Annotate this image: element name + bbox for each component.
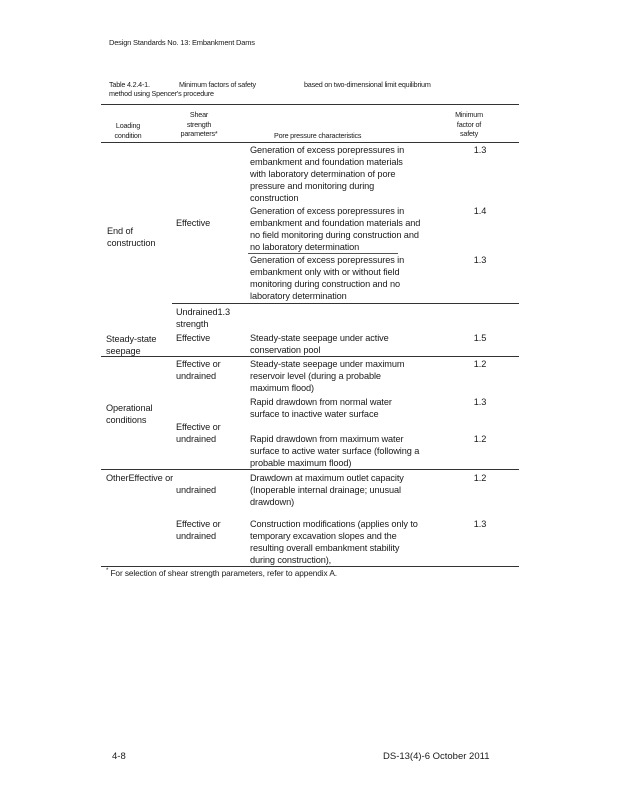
col-header-shear: Shear strength parameters* [180, 110, 218, 138]
header-bottom-rule [101, 142, 519, 143]
pore-end-3: Generation of excess porepressures in embankment only with or without field monitoring during construction and no laboratory determination [250, 255, 405, 301]
shear-operational-3: Effective or undrained [176, 422, 221, 444]
table-bottom-rule [101, 566, 519, 567]
pore-end-1: Generation of excess porepressures in embankment and foundation materials with laboratory determination of pore pressure and monitoring during construction [250, 145, 405, 203]
pore-other-2: Construction modifications (applies only to temporary excavation slopes and the resulting overall embankment stability during construction), [250, 519, 418, 565]
factor-operational-2: 1.3 [473, 397, 487, 407]
col-header-loading: Loading condition [114, 121, 142, 140]
rule-after-steady [101, 356, 519, 357]
shear-end-of-construction: Effective [176, 218, 211, 228]
col-header-factor: Minimum factor of safety [455, 110, 483, 138]
factor-other-2: 1.3 [473, 519, 487, 529]
factor-end-1: 1.3 [473, 145, 487, 155]
rule-after-operational [101, 469, 519, 470]
pore-end-2: Generation of excess porepressures in embankment and foundation materials and no field monitoring during construction and no laboratory determination [250, 206, 421, 252]
shear-other-1: undrained [176, 485, 216, 495]
col-header-pore: Pore pressure characteristics [274, 131, 362, 140]
pore-steady-state: Steady-state seepage under active conservation pool [250, 333, 389, 355]
shear-operational-1: Effective or undrained [176, 359, 221, 381]
shear-steady-state: Effective [176, 333, 211, 343]
row-label-operational: Operational conditions [106, 403, 153, 425]
factor-end-3: 1.3 [473, 255, 487, 265]
table-top-rule [101, 104, 519, 105]
factor-operational-1: 1.2 [473, 359, 487, 369]
factor-operational-3: 1.2 [473, 434, 487, 444]
page-number: 4-8 [112, 751, 126, 762]
row-label-other: OtherEffective or [106, 473, 174, 483]
pore-operational-3: Rapid drawdown from maximum water surface to active water surface (following a probable maximum flood) [250, 434, 420, 468]
document-id-date: DS-13(4)-6 October 2011 [383, 751, 490, 762]
undrained-strength-note: Undrained1.3 strength [176, 307, 230, 329]
document-header: Design Standards No. 13: Embankment Dams [109, 38, 255, 47]
pore-operational-2: Rapid drawdown from normal water surface to inactive water surface [250, 397, 392, 419]
row-label-steady-state: Steady-state seepage [106, 334, 157, 356]
factor-steady-state: 1.5 [473, 333, 487, 343]
rule-after-end [172, 303, 519, 304]
pore-other-1: Drawdown at maximum outlet capacity (Inoperable internal drainage; unusual drawdown) [250, 473, 404, 507]
table-caption-line2: method using Spencer's procedure [109, 89, 214, 98]
footnote: * For selection of shear strength parameters, refer to appendix A. [106, 568, 337, 578]
table-caption-title-cont: based on two-dimensional limit equilibrium [304, 80, 431, 89]
row-label-end-of-construction: End of construction [107, 226, 156, 248]
table-caption-number: Table 4.2.4-1. [109, 80, 150, 89]
pore-operational-1: Steady-state seepage under maximum reservoir level (during a probable maximum flood) [250, 359, 405, 393]
table-caption-title: Minimum factors of safety [179, 80, 256, 89]
factor-end-2: 1.4 [473, 206, 487, 216]
shear-other-2: Effective or undrained [176, 519, 221, 541]
factor-other-1: 1.2 [473, 473, 487, 483]
